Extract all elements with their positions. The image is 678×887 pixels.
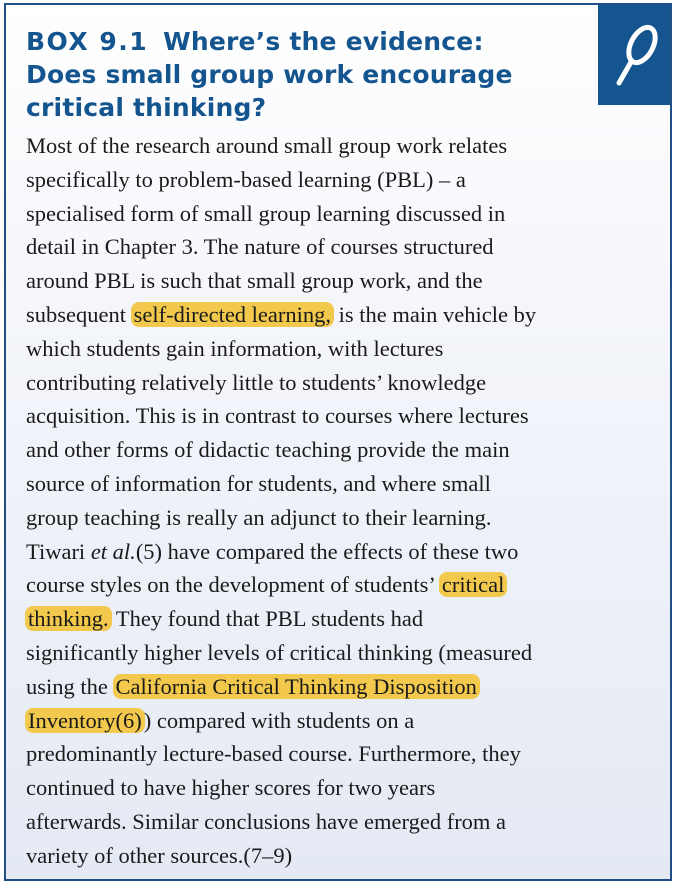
title-line-3: critical thinking?: [26, 93, 267, 122]
icon-tab: [598, 5, 670, 105]
body-line: [26, 535, 666, 569]
body-line: afterwards. Similar conclusions have emerged from a: [26, 808, 507, 834]
body-line: [26, 704, 666, 738]
box-label: BOX 9.1: [26, 27, 149, 56]
body-line: [26, 670, 666, 704]
highlight-self-directed-learning: self-directed learning,: [131, 302, 334, 327]
text-run: course styles on the development of students’: [26, 572, 435, 598]
text-run: Tiwari: [26, 538, 86, 564]
body-line: [26, 298, 666, 332]
et-al-italic: et al.: [90, 538, 136, 564]
body-line: significantly higher levels of critical thinking (measured: [26, 639, 533, 665]
body-line: predominantly lecture-based course. Furthermore, they: [26, 741, 521, 767]
magnifying-glass-icon: [598, 5, 670, 105]
body-line: group teaching is really an adjunct to their learning.: [26, 504, 492, 530]
title-line-2: Does small group work encourage: [26, 60, 513, 89]
body-line: source of information for students, and where small: [26, 470, 491, 496]
text-run: (5) have compared the effects of these two: [135, 538, 519, 564]
highlight-thinking: thinking.: [25, 606, 112, 631]
highlight-critical: critical: [439, 572, 507, 597]
body-line: [26, 568, 666, 602]
box-title: [26, 25, 586, 124]
body-line: detail in Chapter 3. The nature of courses structured: [26, 234, 494, 260]
body-line: variety of other sources.(7–9): [26, 842, 293, 868]
body-line: [26, 602, 666, 636]
highlight-inventory: Inventory(6): [25, 708, 145, 733]
title-line-1: Where’s the evidence:: [163, 27, 484, 56]
body-line: Most of the research around small group work relates: [26, 133, 508, 158]
evidence-box: [4, 3, 672, 881]
text-run: subsequent: [26, 301, 126, 327]
body-line: specialised form of small group learning discussed in: [26, 200, 506, 226]
body-line: continued to have higher scores for two years: [26, 775, 436, 801]
body-line: contributing relatively little to students’ knowledge: [26, 369, 487, 395]
text-run: ) compared with students on a: [143, 707, 415, 733]
body-line: which students gain information, with lectures: [26, 335, 444, 361]
body-line: specifically to problem-based learning (PBL) – a: [26, 166, 466, 192]
body-line: and other forms of didactic teaching provide the main: [26, 437, 510, 463]
text-run: They found that PBL students had: [115, 606, 424, 632]
body-line: around PBL is such that small group work, and the: [26, 268, 483, 294]
box-body-text: [26, 129, 666, 873]
highlight-cctdi: California Critical Thinking Disposition: [113, 674, 480, 699]
body-line: acquisition. This is in contrast to courses where lectures: [26, 403, 529, 429]
text-run: is the main vehicle by: [338, 301, 537, 327]
text-run: using the: [26, 673, 108, 699]
